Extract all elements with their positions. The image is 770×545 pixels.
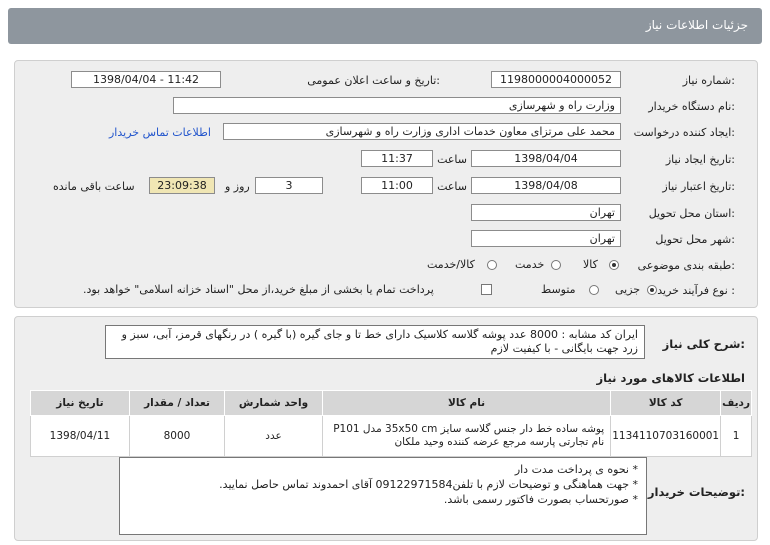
city-field[interactable]: تهران: [471, 230, 621, 247]
province-field[interactable]: تهران: [471, 204, 621, 221]
cell-code: 1134110703160001: [611, 416, 721, 457]
category-radio-goods-service[interactable]: [487, 260, 497, 270]
col-date: تاریخ نیاز: [31, 391, 130, 416]
created-time-label: ساعت: [437, 153, 467, 166]
page-title: جزئیات اطلاعات نیاز: [645, 18, 748, 32]
col-row: ردیف: [721, 391, 752, 416]
days-label: روز و: [225, 180, 250, 193]
cell-unit: عدد: [225, 416, 323, 457]
buyer-note-line: * جهت هماهنگی و توضیحات لازم با تلفن09122971584 آقای احمدوند تماس حاصل نمایید.: [219, 478, 638, 491]
col-name: نام کالا: [322, 391, 610, 416]
announce-label: تاریخ و ساعت اعلان عمومی:: [307, 74, 440, 87]
col-unit: واحد شمارش: [225, 391, 323, 416]
buyer-notes-box: [119, 457, 647, 535]
cell-qty: 8000: [129, 416, 224, 457]
treasury-payment-checkbox[interactable]: [481, 284, 492, 295]
category-radio-goods[interactable]: [609, 260, 619, 270]
buyer-notes-label: توضیحات خریدار:: [647, 485, 745, 499]
buyer-org-label: نام دستگاه خریدار:: [648, 100, 735, 113]
description-text: ایران کد مشابه : 8000 عدد پوشه گلاسه کلاسیک دارای خط تا و جای گیره (با گیره ) در رنگهای قرمز، آبی، سبز و زرد جهت بایگانی - با کیفیت لازم: [105, 325, 645, 359]
need-info-panel: [14, 60, 758, 308]
cell-date: 1398/04/11: [31, 416, 130, 457]
goods-table: [30, 390, 752, 457]
contact-info-link[interactable]: اطلاعات تماس خریدار: [109, 126, 211, 139]
need-number-label: شماره نیاز:: [682, 74, 735, 87]
days-remaining-field[interactable]: 3: [255, 177, 323, 194]
process-label: نوع فرآیند خرید :: [657, 284, 735, 297]
process-option-medium: متوسط: [541, 283, 576, 296]
process-radio-minor[interactable]: [647, 285, 657, 295]
category-option-goods-service: کالا/خدمت: [427, 258, 475, 271]
need-number-field[interactable]: 1198000004000052: [491, 71, 621, 88]
category-option-goods: کالا: [583, 258, 598, 271]
province-label: استان محل تحویل:: [648, 207, 735, 220]
process-radio-medium[interactable]: [589, 285, 599, 295]
validity-time-label: ساعت: [437, 180, 467, 193]
created-date-label: تاریخ ایجاد نیاز:: [665, 153, 735, 166]
cell-name: پوشه ساده خط دار جنس گلاسه سایز 35x50 cm مدل P101 نام تجارتی پارسه مرجع عرضه کننده وحید ملکان: [322, 416, 610, 457]
col-code: کد کالا: [611, 391, 721, 416]
description-label: شرح کلی نیاز:: [662, 337, 745, 351]
buyer-org-field[interactable]: وزارت راه و شهرسازی: [173, 97, 621, 114]
col-qty: تعداد / مقدار: [129, 391, 224, 416]
cell-row: 1: [721, 416, 752, 457]
category-radio-service[interactable]: [551, 260, 561, 270]
validity-time-field[interactable]: 11:00: [361, 177, 433, 194]
city-label: شهر محل تحویل:: [655, 233, 735, 246]
remaining-time-field: 23:09:38: [149, 177, 215, 194]
requester-label: ایجاد کننده درخواست:: [633, 126, 735, 139]
validity-date-label: تاریخ اعتبار نیاز:: [662, 180, 735, 193]
requester-field[interactable]: محمد علی مرتزای معاون خدمات اداری وزارت راه و شهرسازی: [223, 123, 621, 140]
category-option-service: خدمت: [515, 258, 545, 271]
category-label: طبقه بندی موضوعی:: [637, 259, 735, 272]
announce-datetime-field[interactable]: 1398/04/04 - 11:42: [71, 71, 221, 88]
title-bar: [8, 8, 762, 44]
buyer-note-line: * نحوه ی پرداخت مدت دار: [514, 463, 638, 476]
remaining-time-label: ساعت باقی مانده: [53, 180, 135, 193]
goods-section-title: اطلاعات کالاهای مورد نیاز: [596, 371, 745, 385]
treasury-payment-note: پرداخت تمام یا بخشی از مبلغ خرید،از محل "اسناد خزانه اسلامی" خواهد بود.: [83, 283, 434, 296]
table-row[interactable]: [31, 416, 752, 457]
goods-table-header: [31, 391, 752, 416]
created-time-field[interactable]: 11:37: [361, 150, 433, 167]
created-date-field[interactable]: 1398/04/04: [471, 150, 621, 167]
validity-date-field[interactable]: 1398/04/08: [471, 177, 621, 194]
process-option-minor: جزیی: [615, 283, 641, 296]
buyer-note-line: * صورتحساب بصورت فاکتور رسمی باشد.: [443, 493, 638, 506]
